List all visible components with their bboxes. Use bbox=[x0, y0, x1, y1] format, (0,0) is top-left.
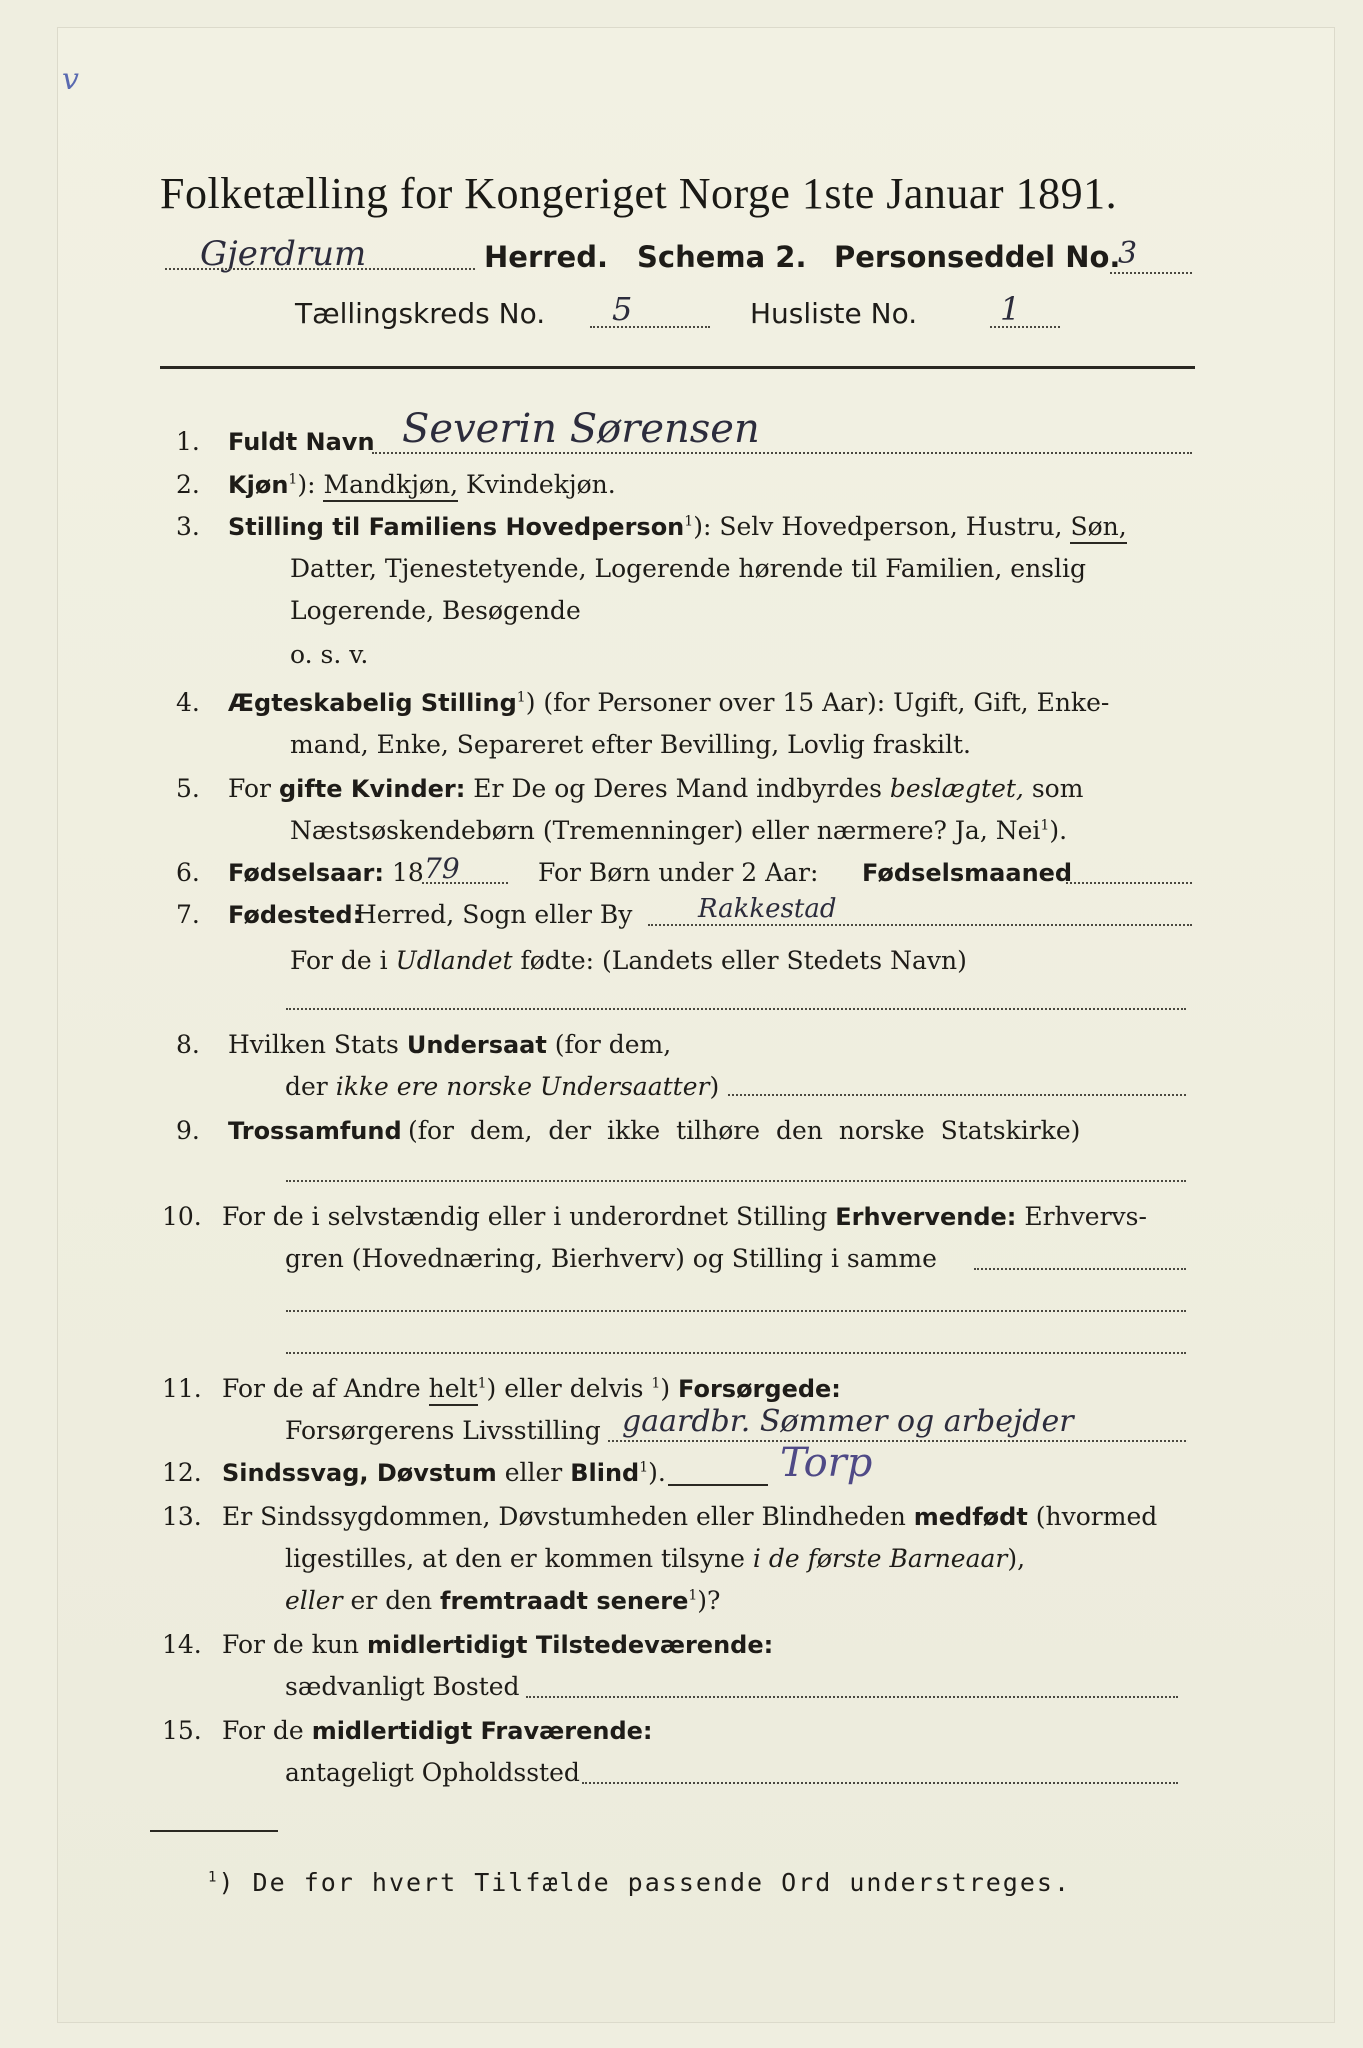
q7-line-2 bbox=[290, 946, 967, 975]
q10-text-1b: Erhvervs- bbox=[1024, 1202, 1147, 1231]
q11-label: Forsørgede: bbox=[678, 1375, 841, 1403]
q2-sup: 1 bbox=[288, 471, 298, 488]
personseddel-label: Personseddel No. bbox=[834, 240, 1121, 274]
q5-prefix: For bbox=[228, 774, 271, 803]
q9-dotted-line bbox=[286, 1180, 1186, 1182]
q1-label: Fuldt Navn bbox=[228, 428, 375, 456]
q1-answer-name: Severin Sørensen bbox=[402, 406, 760, 452]
q7-label: Fødested: bbox=[228, 901, 363, 929]
form-title: Folketælling for Kongeriget Norge 1ste Januar 1891. bbox=[160, 169, 1118, 218]
herred-dotted-line bbox=[165, 268, 475, 270]
q3-selected-option: Søn, bbox=[1070, 512, 1126, 544]
q13-label-3: fremtraadt senere bbox=[440, 1587, 689, 1615]
q3-number: 3. bbox=[176, 512, 200, 541]
q2-other-option: Kvindekjøn. bbox=[466, 470, 616, 499]
q3-label: Stilling til Familiens Hovedperson bbox=[228, 513, 685, 541]
q15-line-2: antageligt Opholdssted bbox=[285, 1758, 580, 1787]
kreds-label: Tællingskreds No. bbox=[295, 297, 546, 330]
footnote bbox=[208, 1868, 1071, 1897]
personseddel-dotted-line bbox=[1110, 272, 1192, 274]
q5-text-1b: beslægtet, bbox=[889, 774, 1024, 803]
q8-text-2c: ) bbox=[709, 1072, 720, 1101]
q12-sup: 1 bbox=[639, 1459, 649, 1476]
q7-extra-dotted-line bbox=[286, 1008, 1186, 1010]
q10-number: 10. bbox=[162, 1202, 202, 1231]
q12-label: Sindssvag, Døvstum bbox=[222, 1459, 497, 1487]
q4-line-1 bbox=[228, 688, 1109, 717]
q12-label-2: Blind bbox=[570, 1459, 640, 1487]
q12-number: 12. bbox=[162, 1458, 202, 1487]
q3-text-1: ): Selv Hovedperson, Hustru, bbox=[693, 512, 1063, 541]
q3-line-1 bbox=[228, 512, 1127, 541]
q2-number: 2. bbox=[176, 470, 200, 499]
q11-number: 11. bbox=[162, 1374, 202, 1403]
q8-text-1b: (for dem, bbox=[554, 1030, 672, 1059]
kreds-number: 5 bbox=[612, 290, 633, 328]
q1-dotted-line bbox=[372, 452, 1192, 454]
q5-sup: 1 bbox=[1040, 817, 1050, 834]
q3-line-2: Datter, Tjenestetyende, Logerende hørende til Familien, enslig bbox=[290, 554, 1087, 583]
q4-label: Ægteskabelig Stilling bbox=[228, 689, 517, 717]
q3-sup: 1 bbox=[684, 513, 694, 530]
q7-number: 7. bbox=[176, 900, 200, 929]
q6-year-printed: 18 bbox=[392, 858, 424, 887]
q14-line-2: sædvanligt Bosted bbox=[285, 1672, 520, 1701]
q7-text-2a: For de i bbox=[290, 946, 388, 975]
q4-sup: 1 bbox=[516, 689, 526, 706]
q5-label: gifte Kvinder: bbox=[278, 775, 466, 803]
schema-label: Schema 2. bbox=[637, 240, 807, 274]
q5-end: ). bbox=[1049, 816, 1068, 845]
q4-text-1: ) (for Personer over 15 Aar): Ugift, Gift, Enke- bbox=[525, 688, 1110, 717]
q13-text-3c: )? bbox=[697, 1586, 721, 1615]
q12-text: eller bbox=[504, 1458, 563, 1487]
q5-text-1c: som bbox=[1031, 774, 1084, 803]
q7-text-2b: Udlandet bbox=[395, 946, 513, 975]
q13-number: 13. bbox=[162, 1502, 202, 1531]
q5-text-1a: Er De og Deres Mand indbyrdes bbox=[473, 774, 882, 803]
q1-number: 1. bbox=[176, 427, 200, 456]
q7-dotted-line bbox=[648, 924, 1192, 926]
q11-text-1c: ) bbox=[660, 1374, 671, 1403]
q12-answer-handwritten: Torp bbox=[780, 1440, 873, 1486]
q4-line-2: mand, Enke, Separeret efter Bevilling, Lovlig fraskilt. bbox=[290, 730, 971, 759]
q2-selected-option: Mandkjøn, bbox=[323, 470, 458, 502]
footnote-text: ) De for hvert Tilfælde passende Ord understreges. bbox=[218, 1868, 1072, 1897]
q15-text-1a: For de bbox=[222, 1716, 304, 1745]
q3-line-4: o. s. v. bbox=[290, 640, 369, 669]
personseddel-number: 3 bbox=[1118, 236, 1138, 271]
q6-month-dotted-line bbox=[1066, 882, 1192, 884]
q8-text-2a: der bbox=[285, 1072, 328, 1101]
q11-sup-2: 1 bbox=[651, 1375, 661, 1392]
q11-line-1 bbox=[222, 1374, 841, 1403]
q11-text-1a: For de af Andre bbox=[222, 1374, 421, 1403]
q10-label: Erhvervende: bbox=[835, 1203, 1017, 1231]
q15-label: midlertidigt Fraværende: bbox=[311, 1717, 653, 1745]
q13-text-1b: (hvormed bbox=[1035, 1502, 1158, 1531]
q10-line-1 bbox=[222, 1202, 1147, 1231]
q5-line-2 bbox=[290, 816, 1067, 845]
kreds-dotted-line bbox=[590, 326, 710, 328]
q13-text-3b: er den bbox=[350, 1586, 433, 1615]
q6-year-dotted-line bbox=[422, 882, 508, 884]
footnote-rule bbox=[150, 1830, 278, 1832]
q3-line-3: Logerende, Besøgende bbox=[290, 596, 581, 625]
q2-line bbox=[228, 470, 616, 499]
q2-colon: ): bbox=[297, 470, 316, 499]
q5-number: 5. bbox=[176, 774, 200, 803]
q13-text-3a: eller bbox=[285, 1586, 343, 1615]
header-rule bbox=[160, 366, 1195, 369]
q13-text-2a: ligestilles, at den er kommen tilsyne bbox=[285, 1544, 745, 1573]
q15-line-1 bbox=[222, 1716, 653, 1745]
q11-text-1b: ) eller delvis bbox=[486, 1374, 644, 1403]
q13-sup: 1 bbox=[688, 1587, 698, 1604]
q14-number: 14. bbox=[162, 1630, 202, 1659]
husliste-dotted-line bbox=[990, 326, 1060, 328]
herred-handwritten: Gjerdrum bbox=[200, 234, 367, 274]
q13-label: medfødt bbox=[913, 1503, 1028, 1531]
q8-dotted-line bbox=[728, 1094, 1186, 1096]
q15-dotted-line bbox=[582, 1782, 1178, 1784]
q14-line-1 bbox=[222, 1630, 773, 1659]
q11-helt: helt bbox=[429, 1374, 478, 1406]
corner-check-mark: v bbox=[62, 62, 79, 97]
q6-label: Fødselsaar: bbox=[228, 859, 384, 887]
q11-sup-1: 1 bbox=[477, 1375, 487, 1392]
q13-line-3 bbox=[285, 1586, 720, 1615]
q2-label: Kjøn bbox=[228, 471, 289, 499]
q15-number: 15. bbox=[162, 1716, 202, 1745]
q13-line-2 bbox=[285, 1544, 1025, 1573]
q10-dotted-line-3 bbox=[286, 1352, 1186, 1354]
q10-dotted-line-1 bbox=[974, 1268, 1186, 1270]
q12-line bbox=[222, 1458, 666, 1487]
q5-line-1 bbox=[228, 774, 1083, 803]
q11-dotted-line bbox=[608, 1440, 1186, 1442]
q6-number: 6. bbox=[176, 858, 200, 887]
q6-year-handwritten: 79 bbox=[424, 852, 460, 885]
q13-text-2b: i de første Barneaar bbox=[752, 1544, 1008, 1573]
q9-label: Trossamfund bbox=[228, 1117, 402, 1145]
q9-number: 9. bbox=[176, 1116, 200, 1145]
q14-dotted-line bbox=[526, 1696, 1178, 1698]
q8-line-1 bbox=[228, 1030, 671, 1059]
q10-text-1a: For de i selvstændig eller i underordnet Stilling bbox=[222, 1202, 828, 1231]
q13-line-1 bbox=[222, 1502, 1157, 1531]
q4-number: 4. bbox=[176, 688, 200, 717]
husliste-label: Husliste No. bbox=[750, 297, 918, 330]
q10-dotted-line-2 bbox=[286, 1310, 1186, 1312]
q8-text-1a: Hvilken Stats bbox=[228, 1030, 399, 1059]
q6-text-2: For Børn under 2 Aar: bbox=[538, 858, 819, 887]
q11-line-2: Forsørgerens Livsstilling bbox=[285, 1416, 601, 1445]
q14-label: midlertidigt Tilstedeværende: bbox=[366, 1631, 774, 1659]
q8-line-2 bbox=[285, 1072, 719, 1101]
q9-text: (for dem, der ikke tilhøre den norske Statskirke) bbox=[408, 1116, 1081, 1145]
q14-text-1a: For de kun bbox=[222, 1630, 360, 1659]
herred-label: Herred. bbox=[484, 240, 608, 274]
husliste-number: 1 bbox=[1000, 290, 1021, 328]
q8-text-2b: ikke ere norske Undersaatter bbox=[335, 1072, 710, 1101]
q11-answer-occupation: gaardbr. Sømmer og arbejder bbox=[622, 1404, 1074, 1439]
q12-answer-line bbox=[668, 1484, 768, 1486]
footnote-sup: 1 bbox=[208, 1869, 219, 1886]
q8-number: 8. bbox=[176, 1030, 200, 1059]
q7-text: Herred, Sogn eller By bbox=[355, 900, 633, 929]
q13-text-1a: Er Sindssygdommen, Døvstumheden eller Blindheden bbox=[222, 1502, 906, 1531]
q13-text-2c: ), bbox=[1007, 1544, 1026, 1573]
q8-label: Undersaat bbox=[406, 1031, 547, 1059]
q5-text-2: Næstsøskendebørn (Tremenninger) eller nærmere? Ja, Nei bbox=[290, 816, 1041, 845]
q7-answer-place: Rakkestad bbox=[698, 894, 837, 924]
q6-label-2: Fødselsmaaned bbox=[862, 859, 1073, 887]
q10-line-2: gren (Hovednæring, Bierhverv) og Stilling i samme bbox=[285, 1244, 937, 1273]
q7-text-2c: fødte: (Landets eller Stedets Navn) bbox=[520, 946, 967, 975]
q12-end: ). bbox=[648, 1458, 666, 1487]
